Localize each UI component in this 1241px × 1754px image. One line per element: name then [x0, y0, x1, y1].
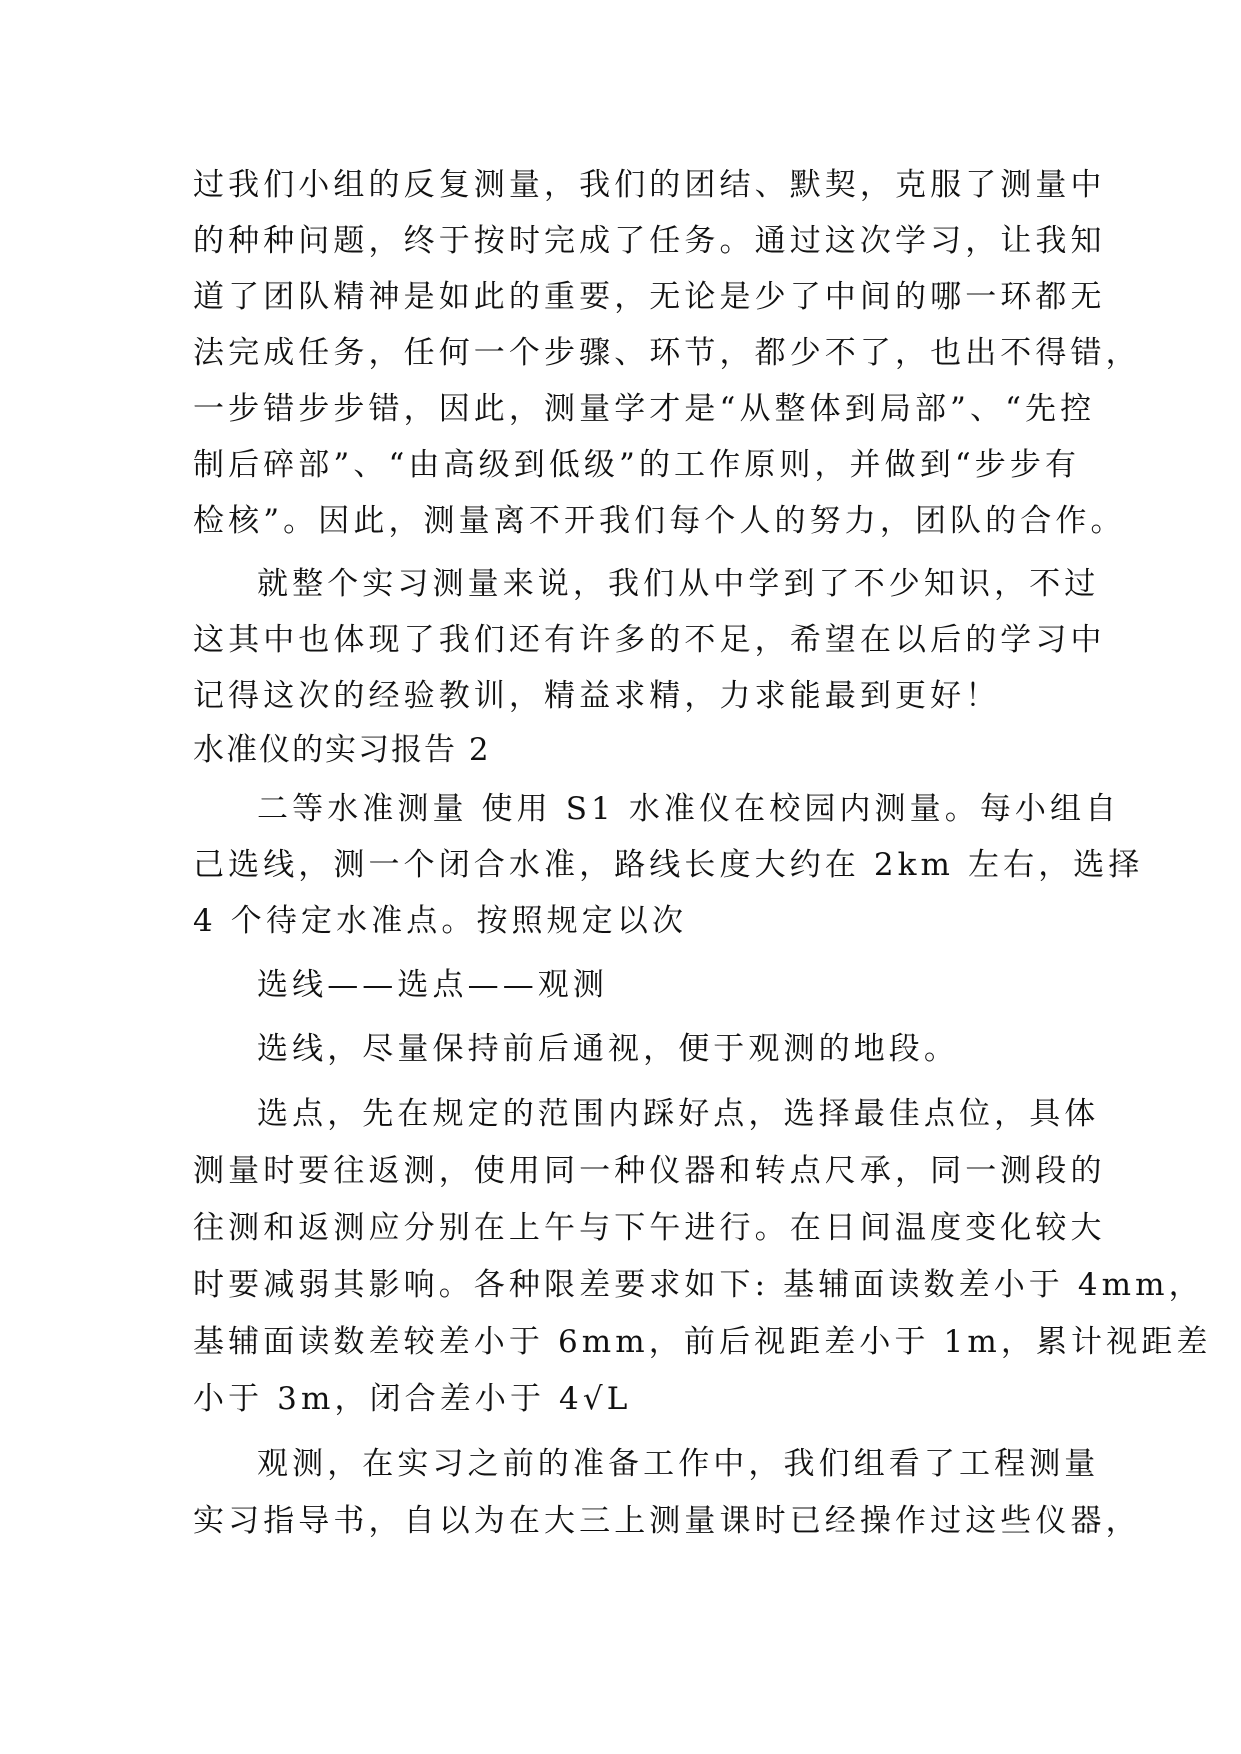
- text-line: 的种种问题，终于按时完成了任务。通过这次学习，让我知: [193, 223, 1106, 259]
- text-line: 一步错步步错，因此，测量学才是“从整体到局部”、“先控: [193, 391, 1096, 427]
- text-line: 选线，尽量保持前后通视，便于观测的地段。: [257, 1031, 959, 1067]
- text-line: 二等水准测量 使用 S1 水准仪在校园内测量。每小组自: [257, 791, 1121, 827]
- text-line: 道了团队精神是如此的重要，无论是少了中间的哪一环都无: [193, 279, 1106, 315]
- text-line: 4 个待定水准点。按照规定以次: [193, 903, 688, 939]
- text-line: 选点，先在规定的范围内踩好点，选择最佳点位，具体: [257, 1096, 1100, 1132]
- text-line: 制后碎部”、“由高级到低级”的工作原则，并做到“步步有: [193, 447, 1081, 483]
- text-line: 测量时要往返测，使用同一种仪器和转点尺承，同一测段的: [193, 1153, 1106, 1189]
- text-line: 时要减弱其影响。各种限差要求如下: 基辅面读数差小于 4mm，: [193, 1267, 1204, 1303]
- text-line: 往测和返测应分别在上午与下午进行。在日间温度变化较大: [193, 1210, 1106, 1246]
- text-line: 选线——选点——观测: [257, 967, 608, 1003]
- text-line: 基辅面读数差较差小于 6mm，前后视距差小于 1m，累计视距差: [193, 1324, 1212, 1360]
- text-line: 观测，在实习之前的准备工作中，我们组看了工程测量: [257, 1446, 1100, 1482]
- text-line: 法完成任务，任何一个步骤、环节，都少不了，也出不得错，: [193, 335, 1141, 371]
- text-line: 记得这次的经验教训，精益求精，力求能最到更好！: [193, 678, 1001, 714]
- text-line: 实习指导书，自以为在大三上测量课时已经操作过这些仪器，: [193, 1503, 1141, 1539]
- text-line: 检核”。因此，测量离不开我们每个人的努力，团队的合作。: [193, 503, 1126, 539]
- section-heading: 水准仪的实习报告 2: [193, 732, 491, 768]
- text-line: 就整个实习测量来说，我们从中学到了不少知识，不过: [257, 566, 1100, 602]
- text-line: 己选线，测一个闭合水准，路线长度大约在 2km 左右，选择: [193, 847, 1144, 883]
- text-line: 这其中也体现了我们还有许多的不足，希望在以后的学习中: [193, 622, 1106, 658]
- text-line: 过我们小组的反复测量，我们的团结、默契，克服了测量中: [193, 167, 1106, 203]
- text-line: 小于 3m，闭合差小于 4√L: [193, 1381, 632, 1417]
